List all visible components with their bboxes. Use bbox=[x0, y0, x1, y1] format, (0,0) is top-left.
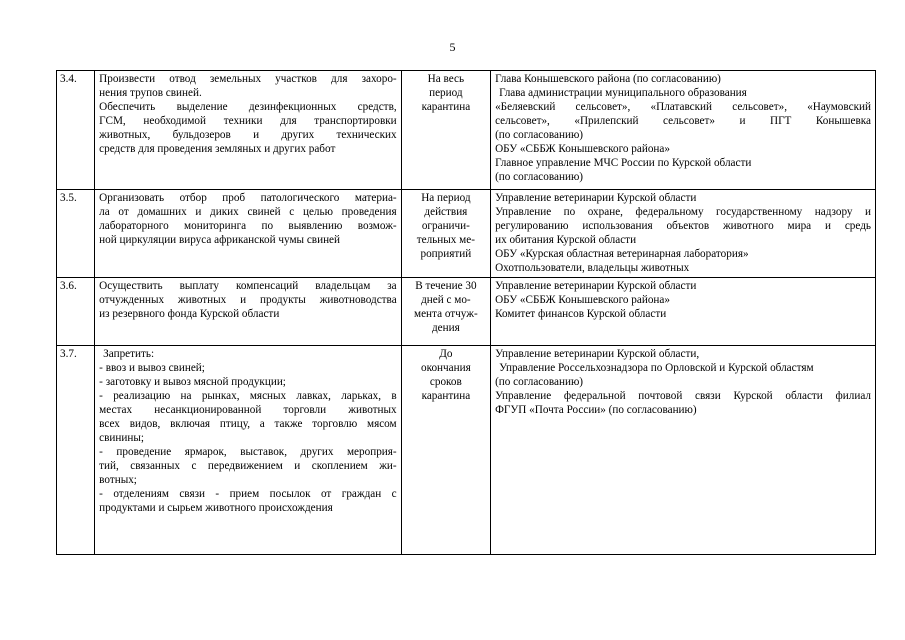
term-line: роприятий bbox=[420, 248, 472, 260]
table-row bbox=[57, 71, 876, 190]
action-line: местах несанкционированной торговли животных bbox=[99, 404, 397, 416]
responsible-cell bbox=[491, 190, 876, 278]
table-row bbox=[57, 346, 876, 555]
action-line: отчужденных животных и продукты животноводства bbox=[99, 294, 397, 306]
action-line: всех видов, включая птицу, а также торговлю мясом bbox=[99, 418, 397, 430]
responsible-line: их обитания Курской области bbox=[495, 234, 637, 246]
responsible-line: сельсовет», «Прилепский сельсовет» и ПГТ Конышевка bbox=[495, 115, 871, 127]
action-line: продуктами и сырьем животного происхождения bbox=[99, 502, 333, 514]
responsible-cell bbox=[491, 71, 876, 190]
responsible-line: Управление ветеринарии Курской области bbox=[495, 192, 697, 204]
item-number: 3.4. bbox=[57, 71, 95, 190]
action-cell bbox=[95, 190, 401, 278]
responsible-line: Комитет финансов Курской области bbox=[495, 308, 667, 320]
action-line: средств для проведения земляных и других работ bbox=[99, 143, 336, 155]
term-line: дения bbox=[431, 322, 460, 334]
table-row bbox=[57, 190, 876, 278]
term-line: дней с мо- bbox=[421, 294, 471, 306]
page-number: 5 bbox=[449, 40, 456, 54]
responsible-cell bbox=[491, 278, 876, 346]
responsible-line: ОБУ «Курская областная ветеринарная лаборатория» bbox=[495, 248, 749, 260]
responsible-line: «Беляевский сельсовет», «Платавский сельсовет», «Наумовский bbox=[495, 101, 871, 113]
term-cell bbox=[401, 71, 490, 190]
action-line: Запретить: bbox=[103, 348, 155, 360]
item-number: 3.7. bbox=[57, 346, 95, 555]
action-line: - заготовку и вывоз мясной продукции; bbox=[99, 376, 286, 388]
responsible-line: Глава Конышевского района (по согласованию) bbox=[495, 73, 721, 85]
action-line: свинины; bbox=[99, 432, 144, 444]
term-line: карантина bbox=[421, 101, 471, 113]
action-line: Произвести отвод земельных участков для захоро- bbox=[99, 73, 397, 85]
action-line: животных, бульдозеров и других технических bbox=[99, 129, 397, 141]
responsible-line: ОБУ «СББЖ Конышевского района» bbox=[495, 294, 670, 306]
item-number: 3.6. bbox=[57, 278, 95, 346]
item-number: 3.5. bbox=[57, 190, 95, 278]
responsible-line: ОБУ «СББЖ Конышевского района» bbox=[495, 143, 670, 155]
term-line: карантина bbox=[421, 390, 471, 402]
action-line: ла от домашних и диких свиней с целью проведения bbox=[99, 206, 397, 218]
action-line: Организовать отбор проб патологического материа- bbox=[99, 192, 397, 204]
responsible-line: ФГУП «Почта России» (по согласованию) bbox=[495, 404, 697, 416]
responsible-line: Управление федеральной почтовой связи Курской области филиал bbox=[495, 390, 871, 402]
responsible-line: (по согласованию) bbox=[495, 129, 584, 141]
action-line: ГСМ, необходимой техники для транспортировки bbox=[99, 115, 397, 127]
term-line: ограничи- bbox=[421, 220, 470, 232]
action-line: Осуществить выплату компенсаций владельцам за bbox=[99, 280, 397, 292]
action-cell bbox=[95, 278, 401, 346]
action-cell bbox=[95, 346, 401, 555]
term-line: окончания bbox=[420, 362, 471, 374]
action-line: - ввоз и вывоз свиней; bbox=[99, 362, 205, 374]
responsible-line: Охотпользователи, владельцы животных bbox=[495, 262, 690, 274]
action-line: нения трупов свиней. bbox=[99, 87, 202, 99]
term-cell bbox=[401, 278, 490, 346]
responsible-line: (по согласованию) bbox=[495, 376, 584, 388]
responsible-line: Управление по охране, федеральному государственному надзору и bbox=[495, 206, 871, 218]
action-line: - отделениям связи - прием посылок от граждан с bbox=[99, 488, 397, 500]
action-line: ной циркуляции вируса африканской чумы свиней bbox=[99, 234, 341, 246]
term-line: действия bbox=[424, 206, 468, 218]
responsible-line: Управление Россельхознадзора по Орловской и Курской областям bbox=[499, 362, 814, 374]
term-line: период bbox=[429, 87, 463, 99]
responsible-line: Глава администрации муниципального образования bbox=[499, 87, 747, 99]
action-cell bbox=[95, 71, 401, 190]
term-line: В течение 30 bbox=[415, 280, 477, 292]
responsible-cell bbox=[491, 346, 876, 555]
table-row bbox=[57, 278, 876, 346]
action-line: лабораторного мониторинга по выявлению возмож- bbox=[99, 220, 397, 232]
responsible-line: Управление ветеринарии Курской области bbox=[495, 280, 697, 292]
term-line: На весь bbox=[427, 73, 465, 85]
action-line: вотных; bbox=[99, 474, 137, 486]
responsible-line: Главное управление МЧС России по Курской области bbox=[495, 157, 752, 169]
term-line: сроков bbox=[429, 376, 462, 388]
measures-table bbox=[56, 70, 876, 555]
action-line: - проведение ярмарок, выставок, других мероприя- bbox=[99, 446, 397, 458]
responsible-line: (по согласованию) bbox=[495, 171, 584, 183]
term-cell bbox=[401, 190, 490, 278]
term-line: тельных ме- bbox=[416, 234, 475, 246]
term-line: мента отчуж- bbox=[414, 308, 478, 320]
action-line: - реализацию на рынках, мясных лавках, ларьках, в bbox=[99, 390, 397, 402]
responsible-line: регулированию использования объектов животного мира и средь bbox=[495, 220, 871, 232]
term-cell bbox=[401, 346, 490, 555]
term-line: До bbox=[439, 348, 453, 360]
term-line: На период bbox=[421, 192, 471, 204]
action-line: Обеспечить выделение дезинфекционных средств, bbox=[99, 101, 397, 113]
responsible-line: Управление ветеринарии Курской области, bbox=[495, 348, 700, 360]
action-line: из резервного фонда Курской области bbox=[99, 308, 280, 320]
action-line: тий, связанных с передвижением и скоплением жи- bbox=[99, 460, 397, 472]
